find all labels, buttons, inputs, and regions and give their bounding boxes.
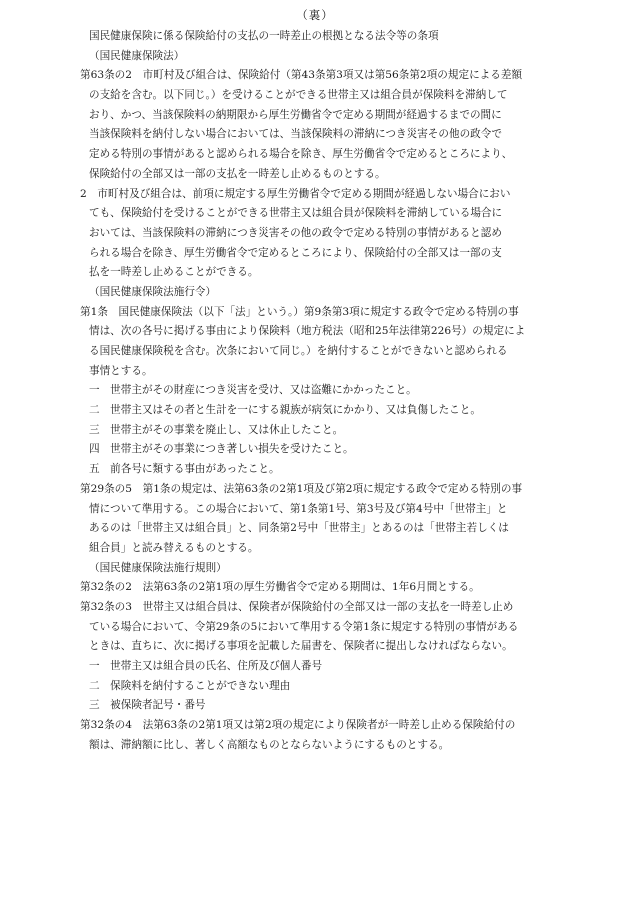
section-heading-law: （国民健康保険法） [89, 49, 185, 62]
order-article-29-5-line: あるのは「世帯主又は組合員」と、同条第2号中「世帯主」とあるのは「世帯主若しくは [89, 522, 509, 535]
article-63-2-para2-line: 払を一時差し止めることができる。 [89, 266, 259, 279]
order-article-1-line: る国民健康保険税を含む。次条において同じ。）を納付することができないと認められる [89, 345, 508, 357]
order-article-29-5-line: 第29条の5 第1条の規定は、法第63条の2第1項及び第2項に規定する政令で定める特別の事 [80, 482, 523, 495]
order-article-1-item: 五 前各号に類する事由があったこと。 [89, 463, 280, 476]
rules-article-32-2-line: 第32条の2 法第63条の2第1項の厚生労働省令で定める期間は、1年6月間とする。 [80, 581, 480, 594]
order-article-1-line: 第1条 国民健康保険法（以下「法」という。）第9条第3項に規定する政令で定める特別の事 [80, 305, 519, 318]
section-heading-order: （国民健康保険法施行令） [89, 285, 217, 298]
article-63-2-line: おり、かつ、当該保険料の納期限から厚生労働省令で定める期間が経過するまでの間に [89, 108, 502, 121]
article-63-2-para2-line: られる場合を除き、厚生労働省令で定めるところにより、保険給付の全部又は一部の支 [89, 246, 502, 259]
document-body [80, 27, 556, 755]
rules-article-32-4-line: 額は、滞納額に比し、著しく高額なものとならないようにするものとする。 [89, 738, 450, 751]
article-63-2-para2-line: 2 市町村及び組合は、前項に規定する厚生労働省令で定める期間が経過しない場合におい [80, 187, 511, 200]
document-title: 国民健康保険に係る保険給付の支払の一時差止の根拠となる法令等の条項 [89, 30, 439, 42]
page-marker: （裏） [296, 8, 334, 22]
order-article-1-item: 四 世帯主がその事業につき著しい損失を受けたこと。 [89, 443, 354, 456]
order-article-29-5-line: 情について準用する。この場合において、第1条第1号、第3号及び第4号中「世帯主」と [89, 502, 508, 515]
order-article-29-5-line: 組合員」と読み替えるものとする。 [89, 541, 259, 554]
rules-article-32-3-line: ている場合において、令第29条の5において準用する令第1条に規定する特別の事情がある [89, 620, 519, 633]
article-63-2-para2-line: ても、保険給付を受けることができる世帯主又は組合員が保険料を滞納している場合に [89, 207, 503, 220]
rules-article-32-4-line: 第32条の4 法第63条の2第1項又は第2項の規定により保険者が一時差し止める保険給付の [80, 719, 516, 732]
order-article-1-line: 情は、次の各号に掲げる事由により保険料（地方税法（昭和25年法律第226号）の規定によ [89, 325, 526, 338]
order-article-1-line: 事情とする。 [89, 364, 153, 377]
rules-article-32-3-item: 二 保険料を納付することができない理由 [89, 679, 291, 692]
rules-article-32-3-item: 三 被保険者記号・番号 [89, 699, 206, 712]
article-63-2-line: 保険給付の全部又は一部の支払を一時差し止めるものとする。 [89, 167, 386, 180]
article-63-2-line: の支給を含む。以下同じ。）を受けることができる世帯主又は組合員が保険料を滞納して [89, 89, 508, 102]
section-heading-rules: （国民健康保険法施行規則） [89, 561, 227, 574]
article-63-2-line: 第63条の2 市町村及び組合は、保険給付（第43条第3項又は第56条第2項の規定による差額 [80, 69, 523, 82]
order-article-1-item: 二 世帯主又はその者と生計を一にする親族が病気にかかり、又は負傷したこと。 [89, 404, 481, 417]
rules-article-32-3-item: 一 世帯主又は組合員の氏名、住所及び個人番号 [89, 660, 323, 672]
article-63-2-para2-line: おいては、当該保険料の滞納につき災害その他の政令で定める特別の事情があると認め [89, 226, 502, 239]
rules-article-32-3-line: 第32条の3 世帯主又は組合員は、保険者が保険給付の全部又は一部の支払を一時差し止め [80, 600, 514, 613]
article-63-2-line: 定める特別の事情があると認められる場合を除き、厚生労働省令で定めるところにより、 [89, 148, 513, 161]
order-article-1-item: 三 世帯主がその事業を廃止し、又は休止したこと。 [89, 423, 344, 436]
article-63-2-line: 当該保険料を納付しない場合においては、当該保険料の滞納につき災害その他の政令で [89, 128, 502, 141]
rules-article-32-3-line: ときは、直ちに、次に掲げる事項を記載した届書を、保険者に提出しなければならない。 [89, 640, 513, 653]
order-article-1-item: 一 世帯主がその財産につき災害を受け、又は盗難にかかったこと。 [89, 384, 417, 397]
